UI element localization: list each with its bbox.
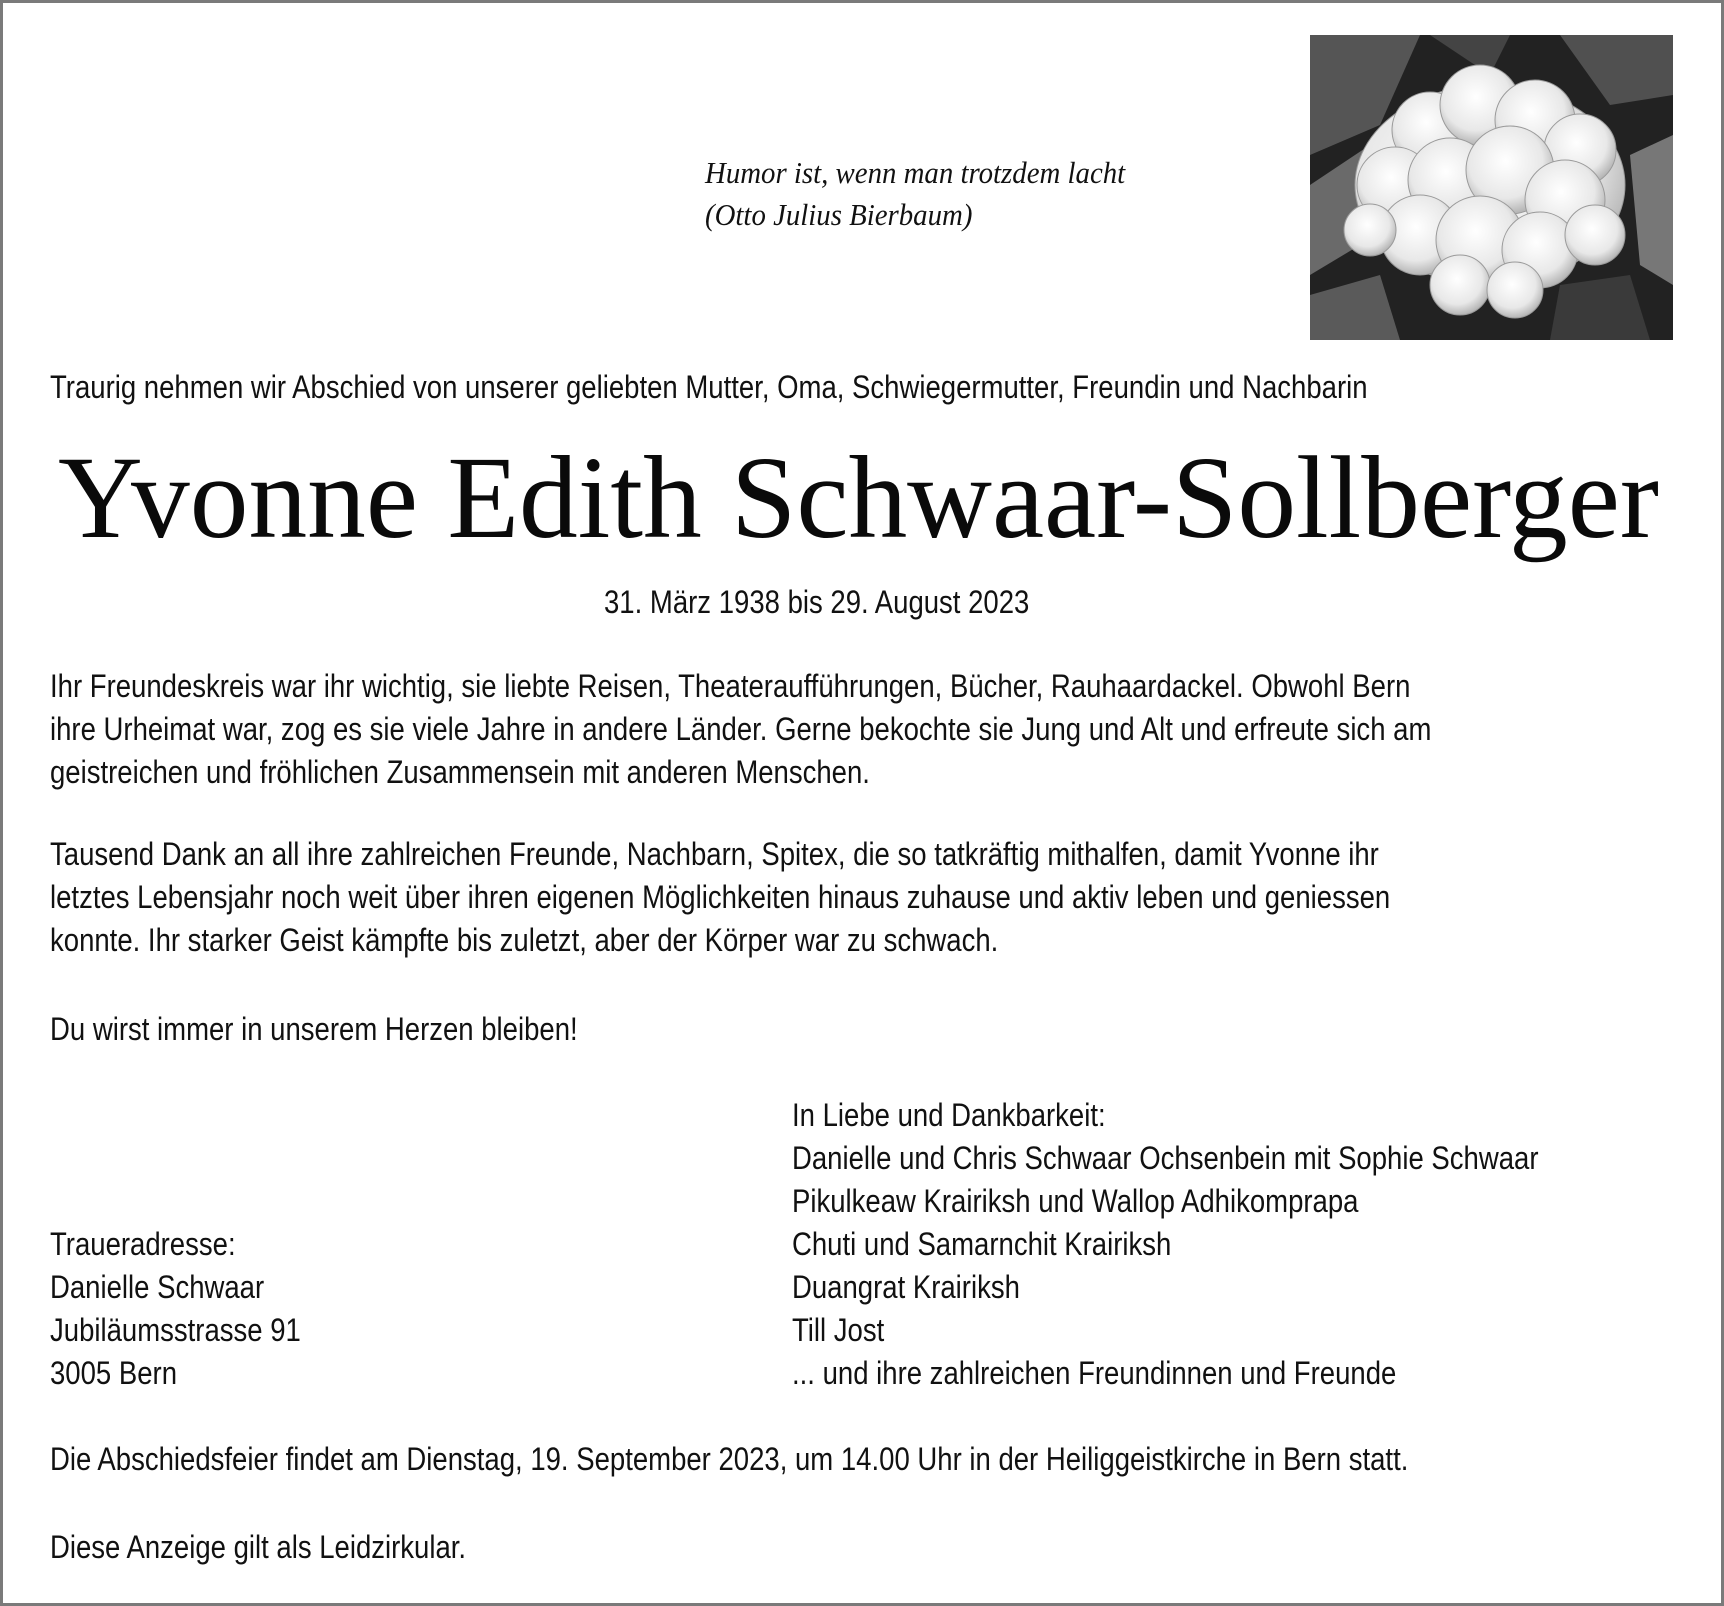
hydrangea-photo xyxy=(1310,35,1673,340)
mourner-line: Till Jost xyxy=(792,1312,885,1348)
mourner-line: ... und ihre zahlreichen Freundinnen und Freunde xyxy=(792,1355,1397,1391)
paragraph-2-line-2: letztes Lebensjahr noch weit über ihren eigenen Möglichkeiten hinaus zuhause und aktiv leben und geniessen xyxy=(50,879,1391,915)
ceremony-info: Die Abschiedsfeier findet am Dienstag, 19. September 2023, um 14.00 Uhr in der Heiliggeistkirche in Bern statt. xyxy=(50,1441,1409,1477)
paragraph-1-line-2: ihre Urheimat war, zog es sie viele Jahre in andere Länder. Gerne bekochte sie Jung und Alt und erfreute sich am xyxy=(50,711,1432,747)
quote-author: (Otto Julius Bierbaum) xyxy=(705,197,973,232)
intro-text: Traurig nehmen wir Abschied von unserer geliebten Mutter, Oma, Schwiegermutter, Freundin und Nachbarin xyxy=(50,369,1368,405)
mourners-heading: In Liebe und Dankbarkeit: xyxy=(792,1097,1106,1133)
hydrangea-flower-icon xyxy=(1310,35,1673,340)
mourner-line: Duangrat Krairiksh xyxy=(792,1269,1020,1305)
footer-note: Diese Anzeige gilt als Leidzirkular. xyxy=(50,1529,467,1565)
paragraph-1-line-1: Ihr Freundeskreis war ihr wichtig, sie liebte Reisen, Theateraufführungen, Bücher, Rauhaardackel. Obwohl Bern xyxy=(50,668,1411,704)
address-line: Jubiläumsstrasse 91 xyxy=(50,1312,301,1348)
quote-text: Humor ist, wenn man trotzdem lacht xyxy=(705,155,1126,190)
mourner-line: Chuti und Samarnchit Krairiksh xyxy=(792,1226,1172,1262)
life-dates: 31. März 1938 bis 29. August 2023 xyxy=(604,584,1030,620)
deceased-name: Yvonne Edith Schwaar-Sollberger xyxy=(58,432,1659,563)
mourner-line: Pikulkeaw Krairiksh und Wallop Adhikomprapa xyxy=(792,1183,1359,1219)
paragraph-2-line-1: Tausend Dank an all ihre zahlreichen Freunde, Nachbarn, Spitex, die so tatkräftig mithalfen, damit Yvonne ihr xyxy=(50,836,1379,872)
mourner-line: Danielle und Chris Schwaar Ochsenbein mit Sophie Schwaar xyxy=(792,1140,1539,1176)
paragraph-1-line-3: geistreichen und fröhlichen Zusammensein mit anderen Menschen. xyxy=(50,754,870,790)
closing-sentiment: Du wirst immer in unserem Herzen bleiben! xyxy=(50,1011,578,1047)
address-line: 3005 Bern xyxy=(50,1355,177,1391)
paragraph-2-line-3: konnte. Ihr starker Geist kämpfte bis zuletzt, aber der Körper war zu schwach. xyxy=(50,922,999,958)
address-line: Danielle Schwaar xyxy=(50,1269,265,1305)
address-heading: Traueradresse: xyxy=(50,1226,236,1262)
